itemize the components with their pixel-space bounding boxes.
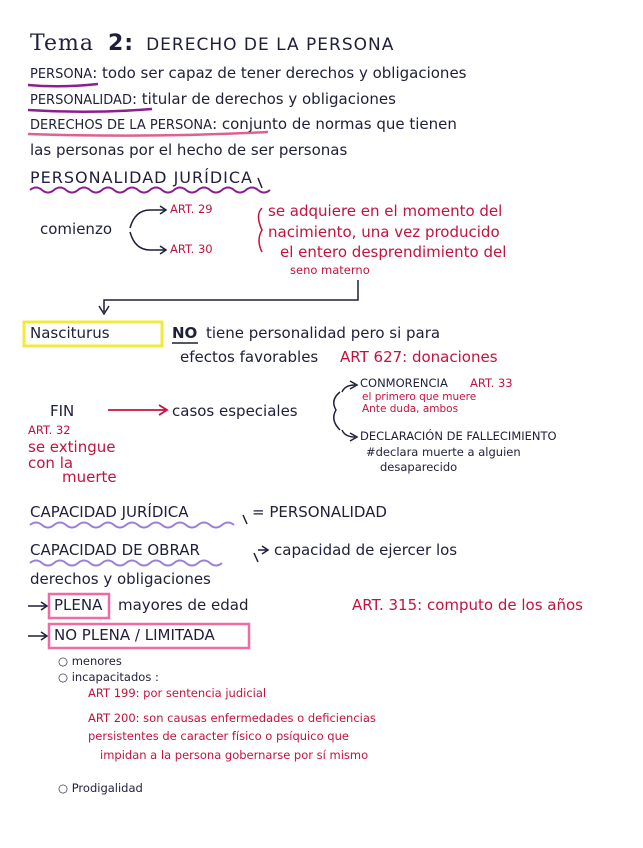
definition-personalidad [30, 92, 396, 107]
casos-especiales: casos especiales [172, 402, 298, 420]
underline-capacidad-obrar [30, 561, 222, 566]
extingue-line: muerte [62, 468, 117, 486]
underline-capacidad-juridica [30, 523, 234, 528]
note-line: nacimiento, una vez producido [268, 223, 500, 241]
declaracion-note: desaparecido [380, 460, 458, 474]
title-prefix: Tema [30, 31, 94, 56]
art30-label: ART. 30 [170, 242, 213, 256]
note-line: se adquiere en el momento del [268, 202, 503, 220]
definition-text: : titular de derechos y obligaciones [131, 90, 396, 108]
extingue-line: se extingue [28, 438, 116, 456]
art29-label: ART. 29 [170, 202, 213, 216]
title-text: DERECHO DE LA PERSONA [146, 35, 395, 55]
definition-text: : conjunto de normas que tienen [212, 115, 457, 133]
plena-art315: ART. 315: computo de los años [352, 596, 583, 614]
conmorencia-note: el primero que muere [362, 391, 477, 403]
capacidad-obrar-text: capacidad de ejercer los [274, 541, 458, 559]
declaracion-note: #declara muerte a alguien [366, 445, 521, 459]
incapacitados-text: incapacitados : [71, 670, 159, 684]
no-plena-label: NO PLENA / LIMITADA [54, 626, 215, 644]
fin-label: FIN [50, 402, 75, 420]
note-line: el entero desprendimiento del [280, 243, 507, 261]
declaracion-label: DECLARACIÓN DE FALLECIMIENTO [360, 429, 557, 443]
art200-line: impidan a la persona gobernarse por sí mismo [100, 748, 369, 762]
definition-persona [30, 66, 467, 81]
underline-persona [28, 84, 98, 86]
plena-label: PLENA [54, 596, 103, 614]
menores-text: menores [71, 654, 122, 668]
capacidad-juridica-label: CAPACIDAD JURÍDICA [30, 503, 189, 521]
definition-continuation: las personas por el hecho de ser personas [30, 141, 348, 159]
capacidad-obrar-line2: derechos y obligaciones [30, 570, 211, 588]
list-item-menores: ○ menores [58, 654, 122, 668]
conmorencia-note: Ante duda, ambos [362, 403, 459, 415]
definition-derechos-persona [30, 117, 457, 132]
nasciturus-no: NO [172, 324, 198, 342]
art200-line: ART 200: son causas enfermedades o deficiencias [88, 711, 376, 725]
extingue-line: con la [28, 454, 74, 472]
art200-line: persistentes de caracter físico o psíquico que [88, 729, 349, 743]
definition-term: PERSONA [30, 67, 93, 82]
comienzo-label: comienzo [40, 220, 112, 238]
definition-term: DERECHOS DE LA PERSONA [30, 118, 213, 133]
list-item-incapacitados: ○ incapacitados : [58, 670, 159, 684]
underline-personalidad [28, 109, 152, 112]
nasciturus-art627: ART 627: donaciones [340, 348, 498, 366]
underline-personalidad-juridica [30, 188, 270, 193]
heading-personalidad-juridica: PERSONALIDAD JURÍDICA [30, 168, 253, 187]
capacidad-obrar-label: CAPACIDAD DE OBRAR [30, 541, 200, 559]
title-number: 2: [107, 31, 135, 56]
conmorencia-art: ART. 33 [470, 376, 513, 390]
note-line: seno materno [290, 263, 370, 277]
plena-text: mayores de edad [118, 596, 249, 614]
nasciturus-text: tiene personalidad pero si para [206, 324, 441, 342]
nasciturus-term: Nasciturus [30, 324, 110, 342]
capacidad-juridica-equals: = PERSONALIDAD [252, 503, 387, 521]
page-title [30, 33, 394, 55]
conmorencia-label: CONMORENCIA [360, 376, 448, 390]
list-item-prodigalidad: ○ Prodigalidad [58, 781, 143, 795]
definition-text: : todo ser capaz de tener derechos y obligaciones [92, 64, 467, 82]
definition-term: PERSONALIDAD [30, 93, 132, 108]
art199-text: ART 199: por sentencia judicial [88, 686, 267, 700]
nasciturus-line2: efectos favorables [180, 348, 319, 366]
prodigalidad-text: Prodigalidad [71, 781, 143, 795]
art32-label: ART. 32 [28, 423, 71, 437]
